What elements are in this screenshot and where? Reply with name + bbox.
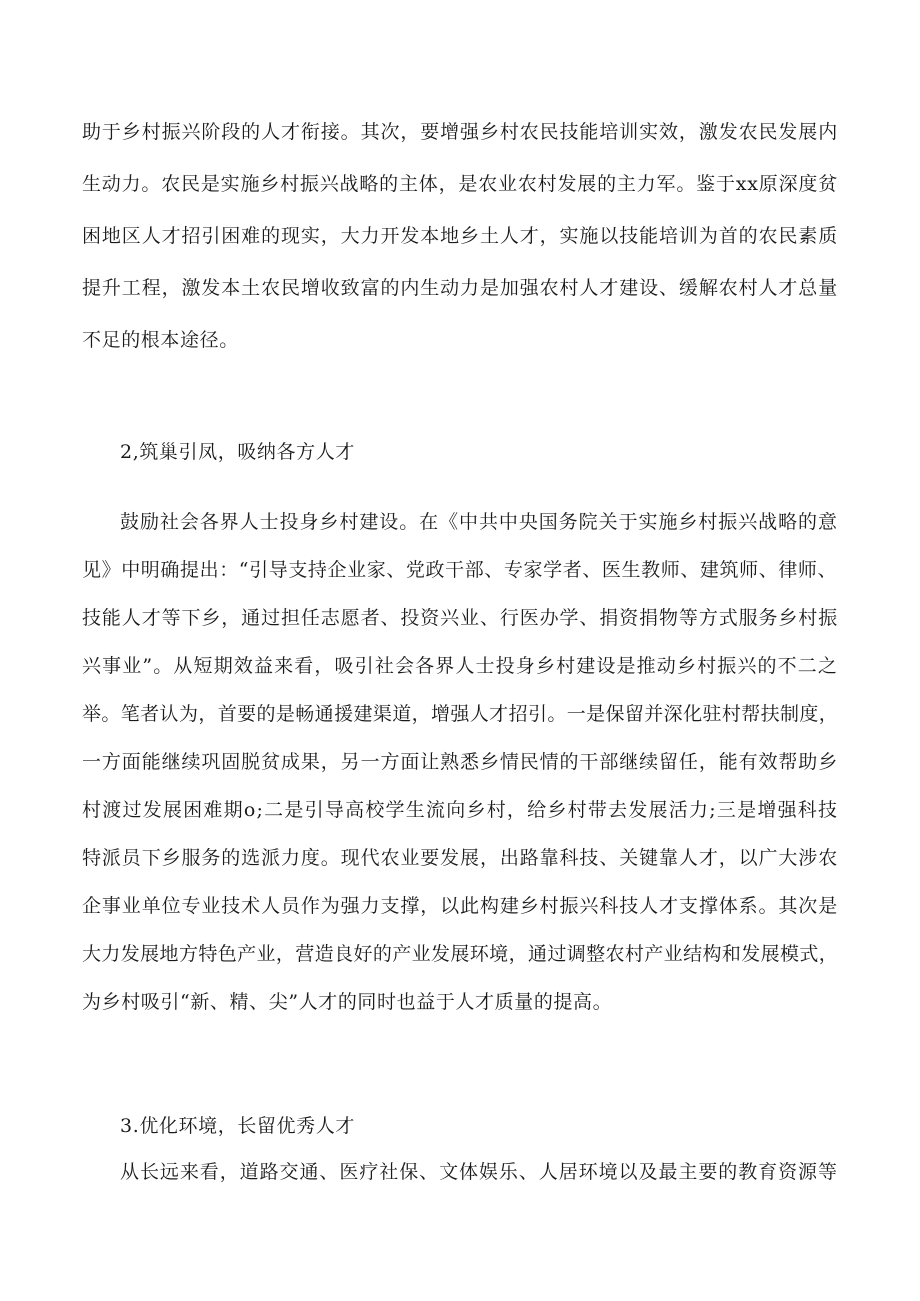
section-2-line-6: 一方面能继续巩固脱贫成果，另一方面让熟悉乡情民情的干部继续留任，能有效帮助乡 — [82, 751, 839, 773]
section-2-line-4: 兴事业”。从短期效益来看，吸引社会各界人士投身乡村建设是推动乡村振兴的不二之 — [82, 655, 839, 677]
section-2-line-3: 技能人才等下乡，通过担任志愿者、投资兴业、行医办学、捐资捐物等方式服务乡村振 — [82, 607, 839, 629]
section-2-line-7: 村渡过发展困难期o;二是引导高校学生流向乡村，给乡村带去发展活力;三是增强科技 — [82, 799, 839, 821]
paragraph-1-line-4: 提升工程，激发本土农民增收致富的内生动力是加强农村人才建设、缓解农村人才总量 — [82, 277, 839, 299]
section-2-line-5: 举。笔者认为，首要的是畅通援建渠道，增强人才招引。一是保留并深化驻村帮扶制度， — [82, 703, 839, 725]
paragraph-1-line-3: 困地区人才招引困难的现实，大力开发本地乡土人才，实施以技能培训为首的农民素质 — [82, 225, 839, 247]
section-2-line-1: 鼓励社会各界人士投身乡村建设。在《中共中央国务院关于实施乡村振兴战略的意 — [120, 511, 838, 533]
section-3-line-1: 从长远来看，道路交通、医疗社保、文体娱乐、人居环境以及最主要的教育资源等 — [120, 1161, 838, 1183]
paragraph-1-line-1: 助于乡村振兴阶段的人才衔接。其次，要增强乡村农民技能培训实效，激发农民发展内 — [82, 121, 839, 143]
section-2-line-10: 大力发展地方特色产业，营造良好的产业发展环境，通过调整农村产业结构和发展模式， — [82, 943, 839, 965]
paragraph-1-line-5: 不足的根本途径。 — [82, 329, 239, 351]
section-2-line-2: 见》中明确提出：“引导支持企业家、党政干部、专家学者、医生教师、建筑师、律师、 — [82, 559, 838, 581]
section-2-line-9: 企事业单位专业技术人员作为强力支撑，以此构建乡村振兴科技人才支撑体系。其次是 — [82, 895, 839, 917]
section-2-heading: 2,筑巢引凤，吸纳各方人才 — [120, 441, 355, 463]
section-2-line-8: 特派员下乡服务的选派力度。现代农业要发展，出路靠科技、关键靠人才，以广大涉农 — [82, 847, 839, 869]
section-2-line-11: 为乡村吸引“新、精、尖”人才的同时也益于人才质量的提高。 — [82, 991, 613, 1013]
section-3-heading: 3.优化环境，长留优秀人才 — [120, 1115, 355, 1137]
paragraph-1-line-2: 生动力。农民是实施乡村振兴战略的主体，是农业农村发展的主力军。鉴于xx原深度贫 — [82, 173, 839, 195]
